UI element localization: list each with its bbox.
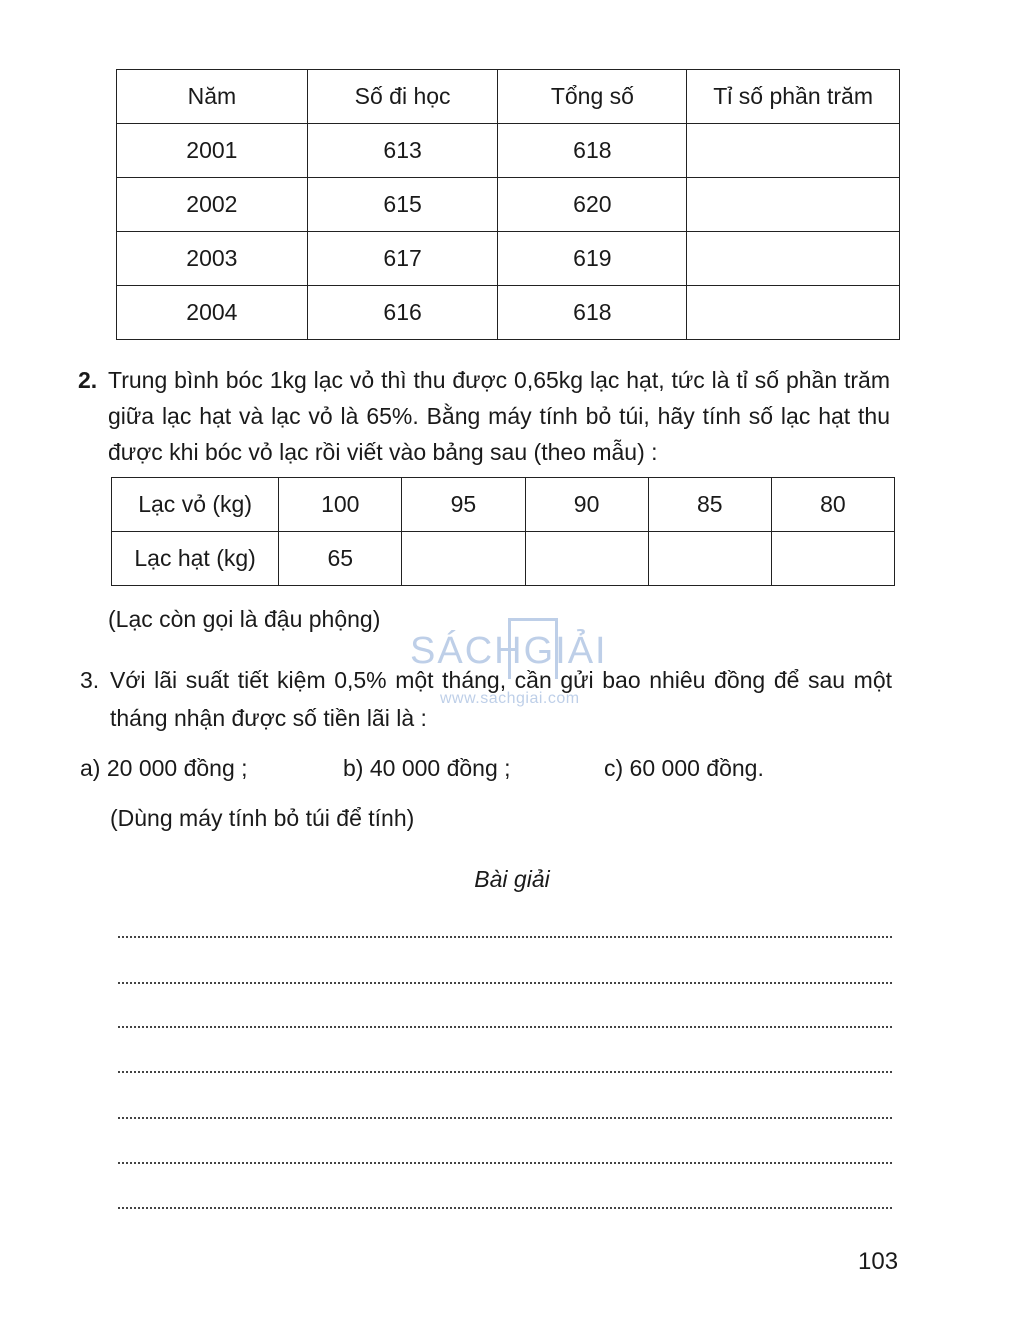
table-cell: 65	[279, 532, 402, 586]
answer-cell[interactable]	[687, 124, 900, 178]
watermark-logo: SÁCHGIẢI	[410, 630, 608, 672]
table-cell: 620	[498, 178, 687, 232]
table-row	[117, 286, 900, 340]
exercise-text-line: giữa lạc hạt và lạc vỏ là 65%. Bằng máy tính bỏ túi, hãy tính số lạc hạt thu	[108, 403, 890, 429]
table-cell: 615	[307, 178, 498, 232]
table-row	[117, 124, 900, 178]
table-cell: 616	[307, 286, 498, 340]
exercise-text-line: tháng nhận được số tiền lãi là :	[110, 705, 427, 731]
answer-cell[interactable]	[687, 286, 900, 340]
table-cell: 85	[648, 478, 771, 532]
table-row	[117, 232, 900, 286]
exercise-text-line: được khi bóc vỏ lạc rồi viết vào bảng sau (theo mẫu) :	[108, 439, 658, 465]
answer-line[interactable]	[118, 982, 892, 984]
answer-line[interactable]	[118, 1071, 892, 1073]
table-header-row	[117, 70, 900, 124]
exercise-note: (Lạc còn gọi là đậu phộng)	[108, 606, 381, 632]
row-label: Lạc hạt (kg)	[112, 532, 279, 586]
exercise-text-line: Với lãi suất tiết kiệm 0,5% một tháng, cần gửi bao nhiêu đồng để sau một	[110, 667, 892, 693]
answer-cell[interactable]	[648, 532, 771, 586]
table-cell: 90	[525, 478, 648, 532]
answer-cell[interactable]	[687, 232, 900, 286]
exercise-number: 3.	[80, 667, 100, 693]
exercise-note: (Dùng máy tính bỏ túi để tính)	[110, 805, 415, 831]
answer-line[interactable]	[118, 1162, 892, 1164]
answer-line[interactable]	[118, 1026, 892, 1028]
answer-cell[interactable]	[525, 532, 648, 586]
solution-title: Bài giải	[474, 866, 550, 892]
option-b: b) 40 000 đồng ;	[343, 755, 511, 781]
table-cell: 2001	[117, 124, 308, 178]
header-cell: Tỉ số phần trăm	[687, 70, 900, 124]
answer-line[interactable]	[118, 936, 892, 938]
table-cell: 100	[279, 478, 402, 532]
option-c: c) 60 000 đồng.	[604, 755, 764, 781]
table-cell: 619	[498, 232, 687, 286]
table-cell: 618	[498, 124, 687, 178]
option-a: a) 20 000 đồng ;	[80, 755, 248, 781]
table-cell: 618	[498, 286, 687, 340]
exercise-text-line: Trung bình bóc 1kg lạc vỏ thì thu được 0,65kg lạc hạt, tức là tỉ số phần trăm	[108, 367, 890, 393]
header-cell: Số đi học	[307, 70, 498, 124]
table-row	[112, 478, 895, 532]
table-cell: 2003	[117, 232, 308, 286]
enrollment-table	[116, 69, 900, 340]
page-number: 103	[858, 1248, 899, 1275]
answer-cell[interactable]	[771, 532, 894, 586]
peanut-table	[111, 477, 895, 586]
table-cell: 617	[307, 232, 498, 286]
table-cell: 2002	[117, 178, 308, 232]
table-row	[117, 178, 900, 232]
table-row	[112, 532, 895, 586]
answer-line[interactable]	[118, 1117, 892, 1119]
header-cell: Tổng số	[498, 70, 687, 124]
table-cell: 80	[771, 478, 894, 532]
row-label: Lạc vỏ (kg)	[112, 478, 279, 532]
table-cell: 613	[307, 124, 498, 178]
answer-cell[interactable]	[402, 532, 525, 586]
answer-cell[interactable]	[687, 178, 900, 232]
table-cell: 95	[402, 478, 525, 532]
exercise-number: 2.	[78, 367, 98, 393]
answer-line[interactable]	[118, 1207, 892, 1209]
table-cell: 2004	[117, 286, 308, 340]
header-cell: Năm	[117, 70, 308, 124]
watermark-url: www.sachgiai.com	[440, 690, 580, 707]
